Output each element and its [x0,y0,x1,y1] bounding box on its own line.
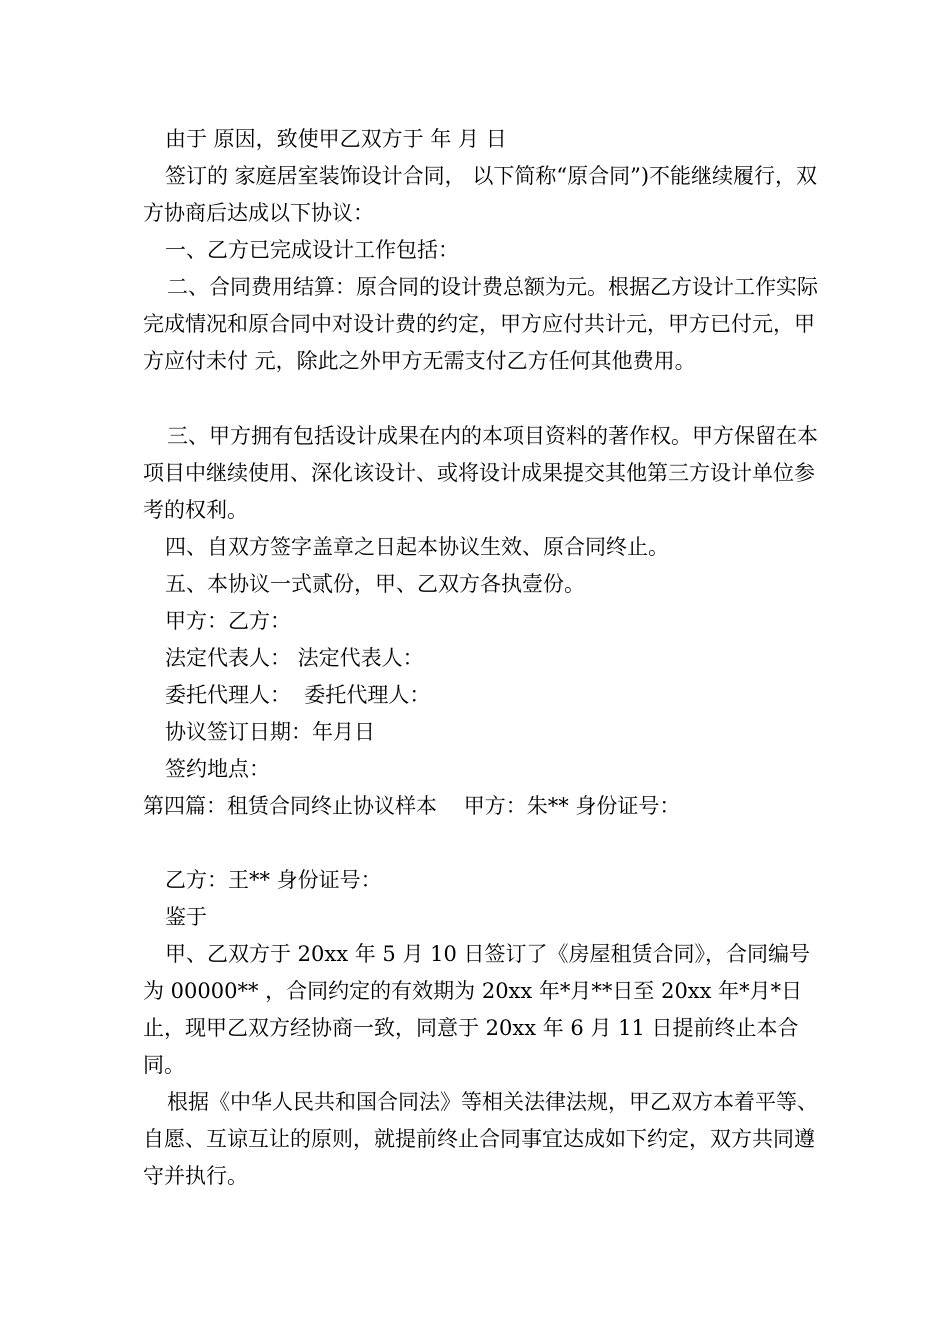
party-b-line: 乙方：王** 身份证号： [165,868,382,892]
signature-place: 签约地点： [165,757,270,781]
signature-legal-representatives: 法定代表人： 法定代表人： [165,646,424,670]
paragraph-legal-basis: 根据《中华人民共和国合同法》等相关法律法规，甲乙双方本着平等、自愿、互谅互让的原则，就提前终止合同事宜达成如下约定，双方共同遵守并执行。 [143,1090,818,1188]
paragraph-clause-4: 四、自双方签字盖章之日起本协议生效、原合同终止。 [165,535,669,559]
paragraph-clause-2: 二、合同费用结算：原合同的设计费总额为元。根据乙方设计工作实际完成情况和原合同中对设计费的约定，甲方应付共计元，甲方已付元，甲方应付未付 元，除此之外甲方无需支付乙方任何其他费用。 [143,275,818,373]
whereas-heading: 鉴于 [165,905,207,929]
paragraph-intro: 由于 原因，致使甲乙双方于 年 月 日 [165,127,507,151]
paragraph-agreement-preamble: 签订的 家庭居室装饰设计合同， 以下简称“原合同”)不能继续履行，双方协商后达成以下协议： [143,164,818,225]
paragraph-clause-1: 一、乙方已完成设计工作包括： [165,238,459,262]
signature-date: 协议签订日期：年月日 [165,720,375,744]
signature-agents: 委托代理人： 委托代理人： [165,683,431,707]
paragraph-clause-5: 五、本协议一式贰份，甲、乙双方各执壹份。 [165,572,585,596]
paragraph-clause-3: 三、甲方拥有包括设计成果在内的本项目资料的著作权。甲方保留在本项目中继续使用、深化该设计、或将设计成果提交其他第三方设计单位参考的权利。 [143,424,818,522]
paragraph-lease-background: 甲、乙双方于 20xx 年 5 月 10 日签订了《房屋租赁合同》，合同编号为 00000** ，合同约定的有效期为 20xx 年*月**日至 20xx 年*月*日止，现甲乙双方经协商一致，同意于 20xx 年 6 月 11 日提前终止本合同。 [143,942,811,1077]
section-heading-4: 第四篇：租赁合同终止协议样本 甲方：朱** 身份证号： [143,794,681,818]
signature-parties: 甲方：乙方： [165,609,291,633]
